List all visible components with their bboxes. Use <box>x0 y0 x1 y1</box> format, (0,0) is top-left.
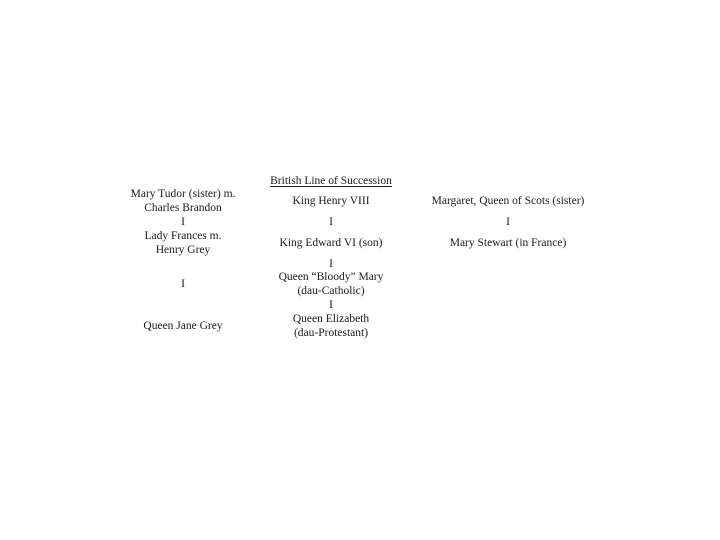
left-connector-1: I <box>181 216 185 228</box>
bloody-mary-note: (dau-Catholic) <box>297 285 365 297</box>
lady-frances-label: Lady Frances m. <box>144 230 222 242</box>
king-edward-vi-label: King Edward VI (son) <box>279 237 383 249</box>
mary-stewart-label: Mary Stewart (in France) <box>449 237 567 249</box>
mary-tudor-label: Mary Tudor (sister) m. <box>130 188 236 200</box>
queen-elizabeth-label: Queen Elizabeth <box>292 313 370 325</box>
right-connector-1: I <box>506 216 510 228</box>
center-connector-2: I <box>329 258 333 270</box>
center-connector-1: I <box>329 216 333 228</box>
center-connector-3: I <box>329 299 333 311</box>
queen-jane-grey-label: Queen Jane Grey <box>143 320 223 332</box>
elizabeth-note: (dau-Protestant) <box>293 327 369 339</box>
charles-brandon-label: Charles Brandon <box>144 202 222 214</box>
queen-bloody-mary-label: Queen “Bloody” Mary <box>278 271 384 283</box>
henry-grey-label: Henry Grey <box>155 244 211 256</box>
margaret-queen-of-scots-label: Margaret, Queen of Scots (sister) <box>431 195 585 207</box>
left-connector-2: I <box>181 278 185 290</box>
king-henry-viii-label: King Henry VIII <box>292 195 370 207</box>
chart-title: British Line of Succession <box>270 175 392 187</box>
